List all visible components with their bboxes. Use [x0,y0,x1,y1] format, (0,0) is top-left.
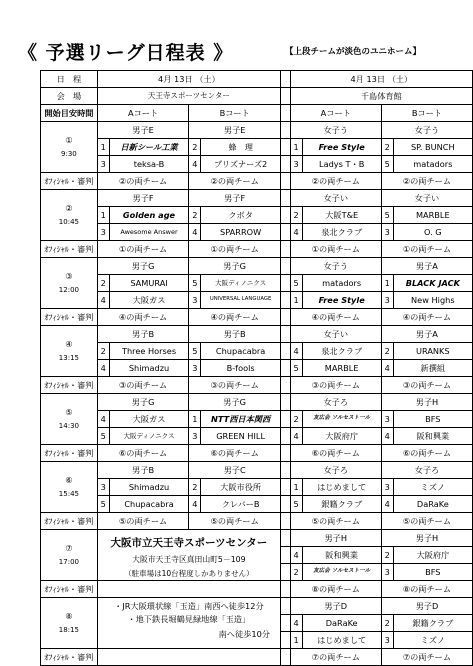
team-name: URANKS [393,343,472,360]
official-label: ｵﾌｨｼｬﾙ・審判 [41,445,98,462]
spacer [280,411,290,428]
team-number: 2 [97,343,109,360]
slot-number: ⑦ [65,543,73,554]
referee-assignment: ⑦の両チーム [290,649,381,666]
team-number: 4 [290,224,302,241]
court-header: Bコート [189,105,281,122]
spacer [280,615,290,632]
team-number: 2 [97,275,109,292]
team-number: 4 [97,360,109,377]
slot-time: 17:00 [58,557,79,566]
date-row [41,71,473,88]
team-number: 5 [97,428,109,445]
spacer [280,632,290,649]
team-name: 大阪府庁 [302,428,381,445]
referee-assignment: ③の両チーム [381,377,472,394]
referee-assignment: ①の両チーム [381,241,472,258]
slot-group-row [41,530,473,547]
spacer [280,581,290,598]
team-name: 大阪T&E [302,207,381,224]
spacer [280,377,290,394]
referee-assignment: ④の両チーム [381,309,472,326]
slot-time: 18:15 [58,625,79,634]
group-label: 男子H [290,530,381,547]
slot-no [41,462,98,513]
venue-name: 大阪市立天王寺スポーツセンター [110,537,268,549]
team-name: GREEN HILL [201,428,281,445]
referee-assignment: ③の両チーム [290,377,381,394]
official-label: ｵﾌｨｼｬﾙ・審判 [41,513,98,530]
uniform-note: 【上段チームが淡色のユニホーム】 [285,47,422,57]
group-label: 女子う [290,258,381,275]
team-number: 3 [189,360,201,377]
team-name: プリズナーズ2 [201,156,281,173]
team-number: 3 [189,428,201,445]
match-row [41,479,473,496]
group-label: 女子い [290,326,381,343]
team-number: 1 [290,632,302,649]
group-label: 女子ろ [381,462,472,479]
spacer [280,139,290,156]
group-label: 男子C [189,462,281,479]
spacer [280,598,290,615]
group-label: 男子A [381,258,472,275]
team-number: 1 [381,275,393,292]
team-number: 4 [97,411,109,428]
team-name: UNIVERSAL LANGUAGE [201,292,281,309]
team-name: matadors [393,156,472,173]
team-number: 2 [381,343,393,360]
team-name: 友広会 ソルセスト一ル [302,564,381,581]
slot-group-row [41,190,473,207]
spacer [280,496,290,513]
team-name: BLACK JACK [393,275,472,292]
official-label: ｵﾌｨｼｬﾙ・審判 [41,649,98,666]
team-name: matadors [302,275,381,292]
group-label: 男子H [381,530,472,547]
team-number: 3 [97,479,109,496]
start-time-label: 開始目安時間 [41,105,98,122]
slot-group-row [41,258,473,275]
slot-no [41,122,98,173]
spacer [280,394,290,411]
official-row [41,377,473,394]
team-name: はじめまして [302,479,381,496]
slot-number: ⑤ [65,407,73,418]
team-number: 2 [290,564,302,581]
spacer [280,479,290,496]
team-name: 銀籍クラブ [302,496,381,513]
team-number: 3 [381,411,393,428]
team-name: NTT西日本関西 [201,411,281,428]
page-title: 《 予選リーグ日程表 》 [18,42,234,64]
team-name: 大阪市役所 [201,479,281,496]
team-number: 2 [189,479,201,496]
team-name: DaRaKe [393,496,472,513]
slot-time: 10:45 [58,217,79,226]
team-name: 友広会 ソルセスト一ル [302,411,381,428]
official-label: ｵﾌｨｼｬﾙ・審判 [41,581,98,598]
team-name: 大阪ディノニクス [201,275,281,292]
group-label: 男子A [381,326,472,343]
referee-assignment: ⑥の両チーム [381,445,472,462]
spacer [280,292,290,309]
referee-assignment: ⑥の両チーム [189,445,281,462]
team-number: 3 [381,479,393,496]
court-header: Aコート [290,105,381,122]
team-number: 4 [290,547,302,564]
referee-assignment: ②の両チーム [97,173,189,190]
official-row [41,581,473,598]
slot-no [41,394,98,445]
official-label: ｵﾌｨｼｬﾙ・審判 [41,241,98,258]
team-number: 4 [97,292,109,309]
match-row [41,275,473,292]
official-label: ｵﾌｨｼｬﾙ・審判 [41,173,98,190]
team-number: 5 [381,207,393,224]
spacer [280,224,290,241]
team-number: 2 [381,547,393,564]
slot-number: ⑧ [65,611,73,622]
spacer [280,122,290,139]
team-name: BFS [393,564,472,581]
team-name: 大阪ディノニクス [109,428,189,445]
match-row [41,224,473,241]
team-name: SAMURAI [109,275,189,292]
match-row [41,428,473,445]
slot-no [41,190,98,241]
referee-assignment: ⑧の両チーム [381,581,472,598]
court-header: Aコート [97,105,189,122]
match-row [41,496,473,513]
team-number: 4 [189,496,201,513]
group-label: 男子F [189,190,281,207]
spacer [280,326,290,343]
team-number: 3 [97,156,109,173]
group-label: 女子い [381,190,472,207]
team-number: 4 [381,428,393,445]
team-number: 4 [290,428,302,445]
slot-no [41,326,98,377]
spacer [280,445,290,462]
slot-group-row [41,598,473,615]
referee-assignment: ④の両チーム [189,309,281,326]
referee-assignment: ⑤の両チーム [290,513,381,530]
team-name: SP. BUNCH [393,139,472,156]
group-label: 男子G [189,394,281,411]
team-number: 5 [290,360,302,377]
team-number: 1 [97,139,109,156]
team-number: 2 [290,411,302,428]
team-number: 5 [189,275,201,292]
team-name: New Highs [393,292,472,309]
team-number: 4 [290,343,302,360]
spacer [280,343,290,360]
referee-assignment: ④の両チーム [97,309,189,326]
team-number: 1 [290,139,302,156]
team-number: 4 [290,615,302,632]
slot-group-row [41,326,473,343]
team-name: Chupacabra [201,343,281,360]
match-row [41,156,473,173]
slot-time: 15:45 [58,489,79,498]
spacer [280,360,290,377]
team-name: Chupacabra [109,496,189,513]
team-name: B-fools [201,360,281,377]
team-number: 2 [381,139,393,156]
group-label: 女子ろ [290,394,381,411]
team-name: MARBLE [302,360,381,377]
slot-time: 14:30 [58,421,79,430]
referee-assignment: ①の両チーム [97,241,189,258]
team-name: Shimadzu [109,479,189,496]
team-number: 5 [290,275,302,292]
referee-assignment: ⑥の両チーム [97,445,189,462]
spacer [280,530,290,547]
spacer [280,173,290,190]
venue-left: 天王寺スポーツセンター [97,88,280,105]
venue-address: 大阪市天王寺区真田山町5－109 [132,555,246,565]
team-name: 新撰組 [393,360,472,377]
team-name: BFS [393,411,472,428]
team-name: 蜂 理 [201,139,281,156]
venue-label: 会 場 [41,88,98,105]
spacer [280,309,290,326]
referee-assignment: ②の両チーム [290,173,381,190]
team-name: Awesome Answer [109,224,189,241]
team-name: はじめまして [302,632,381,649]
spacer [280,649,290,666]
team-number: 2 [189,207,201,224]
group-label: 女子ろ [290,462,381,479]
team-number: 5 [290,496,302,513]
team-name: SPARROW [201,224,281,241]
referee-assignment: ⑤の両チーム [97,513,189,530]
team-number: 5 [189,343,201,360]
team-name: クレバーB [201,496,281,513]
venue-right: 千島体育館 [290,88,472,105]
venue-row [41,88,473,105]
spacer [280,71,290,88]
official-row [41,173,473,190]
access-jr: ・JR大阪環状線「玉造」南西へ徒歩12分 [114,601,264,611]
group-label: 男子F [97,190,189,207]
spacer [280,564,290,581]
match-row [41,292,473,309]
team-number: 5 [381,156,393,173]
slot-group-row [41,394,473,411]
team-name: 日新シール工業 [109,139,189,156]
spacer [280,105,290,122]
slot-number: ④ [65,339,73,350]
spacer [280,258,290,275]
team-name: Free Style [302,292,381,309]
team-number: 1 [189,411,201,428]
match-row [41,360,473,377]
group-label: 男子G [97,258,189,275]
group-label: 男子D [381,598,472,615]
group-label: 男子D [290,598,381,615]
team-name: 大阪ガス [109,292,189,309]
team-name: ミズノ [393,632,472,649]
group-label: 女子う [381,122,472,139]
referee-assignment: ⑤の両チーム [381,513,472,530]
date-label: 日 程 [41,71,98,88]
team-name: 阪和興業 [393,428,472,445]
official-row [41,241,473,258]
access-walk: 南へ徒歩10分 [218,629,270,640]
slot-number: ① [65,135,73,146]
match-row [41,207,473,224]
team-number: 1 [290,292,302,309]
slot-group-row [41,462,473,479]
spacer [280,207,290,224]
team-name: ミズノ [393,479,472,496]
team-number: 4 [189,156,201,173]
venue-info [97,530,280,581]
team-number: 1 [290,479,302,496]
blank-cell [97,581,280,598]
spacer [280,88,290,105]
slot-no [41,598,98,649]
team-number: 3 [290,156,302,173]
team-number: 3 [381,632,393,649]
spacer [280,547,290,564]
official-label: ｵﾌｨｼｬﾙ・審判 [41,377,98,394]
referee-assignment: ③の両チーム [189,377,281,394]
spacer [280,275,290,292]
referee-assignment: ②の両チーム [189,173,281,190]
referee-assignment: ⑦の両チーム [381,649,472,666]
slot-group-row [41,122,473,139]
team-number: 2 [189,139,201,156]
team-number: 2 [381,615,393,632]
slot-no [41,530,98,581]
slot-no [41,258,98,309]
slot-number: ⑥ [65,475,73,486]
access-info [97,598,280,649]
spacer [280,241,290,258]
slot-number: ② [65,203,73,214]
spacer [280,513,290,530]
slot-time: 12:00 [58,285,79,294]
team-number: 3 [381,564,393,581]
match-row [41,139,473,156]
group-label: 男子E [189,122,281,139]
date-right: 4月 13日 （土） [290,71,472,88]
group-label: 女子う [290,122,381,139]
group-label: 男子B [97,462,189,479]
spacer [280,428,290,445]
referee-assignment: ④の両チーム [290,309,381,326]
official-row [41,513,473,530]
referee-assignment: ⑥の両チーム [290,445,381,462]
blank-cell [97,649,280,666]
referee-assignment: ⑧の両チーム [290,581,381,598]
team-number: 5 [97,496,109,513]
spacer [280,190,290,207]
schedule-table [40,70,473,666]
official-label: ｵﾌｨｼｬﾙ・審判 [41,309,98,326]
team-number: 3 [381,292,393,309]
referee-assignment: ①の両チーム [189,241,281,258]
team-number: 4 [189,224,201,241]
team-name: Shimadzu [109,360,189,377]
team-name: 大阪府庁 [393,547,472,564]
official-row [41,649,473,666]
team-number: 4 [381,496,393,513]
spacer [280,156,290,173]
team-number: 4 [381,360,393,377]
team-name: 阪和興業 [302,547,381,564]
slot-number: ③ [65,271,73,282]
referee-assignment: ⑤の両チーム [189,513,281,530]
team-name: 泉北クラブ [302,343,381,360]
spacer [280,462,290,479]
team-name: Ladys T・B [302,156,381,173]
team-name: DaRaKe [302,615,381,632]
team-number: 1 [97,207,109,224]
date-left: 4月 13日 （土） [97,71,280,88]
team-name: Golden age [109,207,189,224]
team-name: 泉北クラブ [302,224,381,241]
group-label: 男子G [189,258,281,275]
venue-parking: （駐車場は10台程度しかありません） [124,569,254,579]
court-row [41,105,473,122]
team-name: 大阪ガス [109,411,189,428]
official-row [41,309,473,326]
team-number: 3 [97,224,109,241]
group-label: 男子G [97,394,189,411]
group-label: 男子B [189,326,281,343]
group-label: 女子い [290,190,381,207]
team-name: O. G [393,224,472,241]
referee-assignment: ②の両チーム [381,173,472,190]
group-label: 男子B [97,326,189,343]
official-row [41,445,473,462]
court-header: Bコート [381,105,472,122]
slot-time: 9:30 [61,149,77,158]
team-number: 3 [189,292,201,309]
team-name: Free Style [302,139,381,156]
slot-time: 13:15 [58,353,79,362]
team-name: 銀籍クラブ [393,615,472,632]
access-subway: ・地下鉄長堀鶴見緑地線「玉造」 [127,613,251,624]
match-row [41,343,473,360]
team-name: クボタ [201,207,281,224]
referee-assignment: ①の両チーム [290,241,381,258]
team-number: 3 [381,224,393,241]
group-label: 男子H [381,394,472,411]
team-name: teksa-B [109,156,189,173]
referee-assignment: ③の両チーム [97,377,189,394]
team-name: MARBLE [393,207,472,224]
team-number: 2 [290,207,302,224]
match-row [41,411,473,428]
team-name: Three Horses [109,343,189,360]
group-label: 男子E [97,122,189,139]
